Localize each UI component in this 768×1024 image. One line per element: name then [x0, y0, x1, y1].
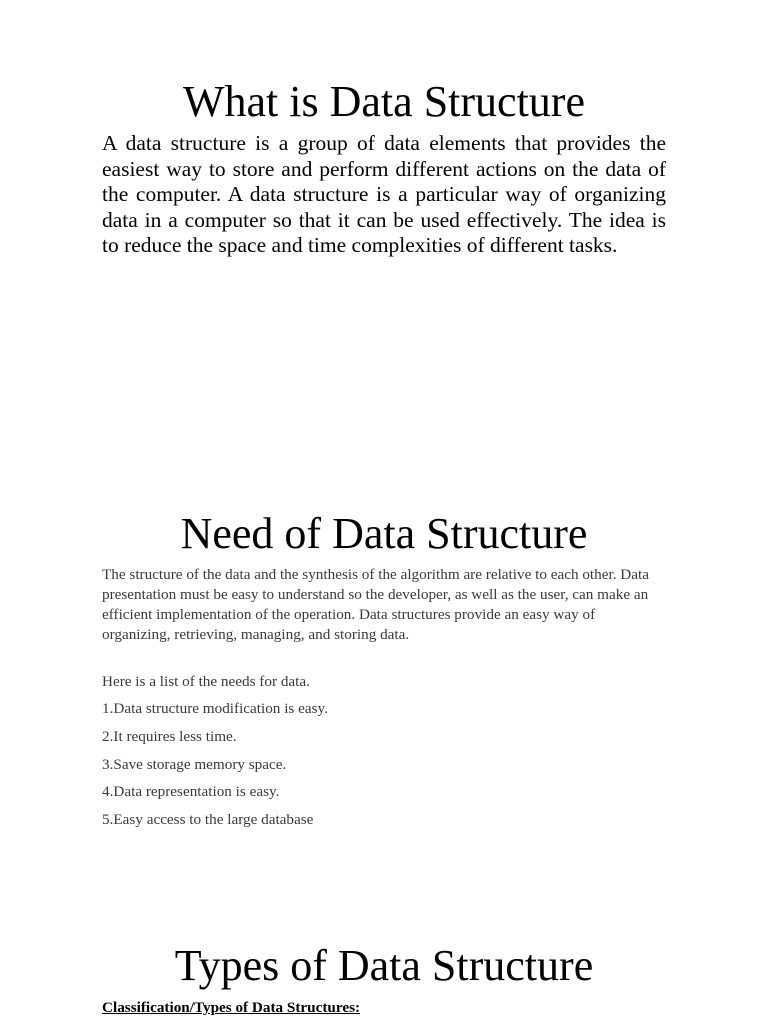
section-title-types-of-data-structure: Types of Data Structure [174, 941, 594, 990]
needs-list-item: 1.Data structure modification is easy. [102, 700, 328, 717]
needs-list-item: 4.Data representation is easy. [102, 783, 280, 800]
section-title-need-of-data-structure: Need of Data Structure [180, 509, 588, 558]
needs-list-item: 5.Easy access to the large database [102, 811, 314, 828]
section-title-what-is-data-structure: What is Data Structure [183, 77, 585, 126]
needs-list-item: 2.It requires less time. [102, 728, 237, 745]
section-paragraph-definition: A data structure is a group of data elements that provides the easiest way to store and perform different actions on the data of the computer. A data structure is a particular way of organizing data in a computer so that it can be used effectively. The idea is to reduce the space and time complexities of different tasks. [102, 131, 666, 258]
classification-subheading: Classification/Types of Data Structures: [102, 999, 361, 1016]
needs-list-item: 3.Save storage memory space. [102, 756, 287, 773]
section-paragraph-need: The structure of the data and the synthesis of the algorithm are relative to each other. Data presentation must be easy to understand so the developer, as well as the user, can make an efficient implementation of the operation. Data structures provide an easy way of organizing, retrieving, managing, and storing data. [102, 566, 649, 643]
needs-list-intro: Here is a list of the needs for data. [102, 673, 310, 690]
